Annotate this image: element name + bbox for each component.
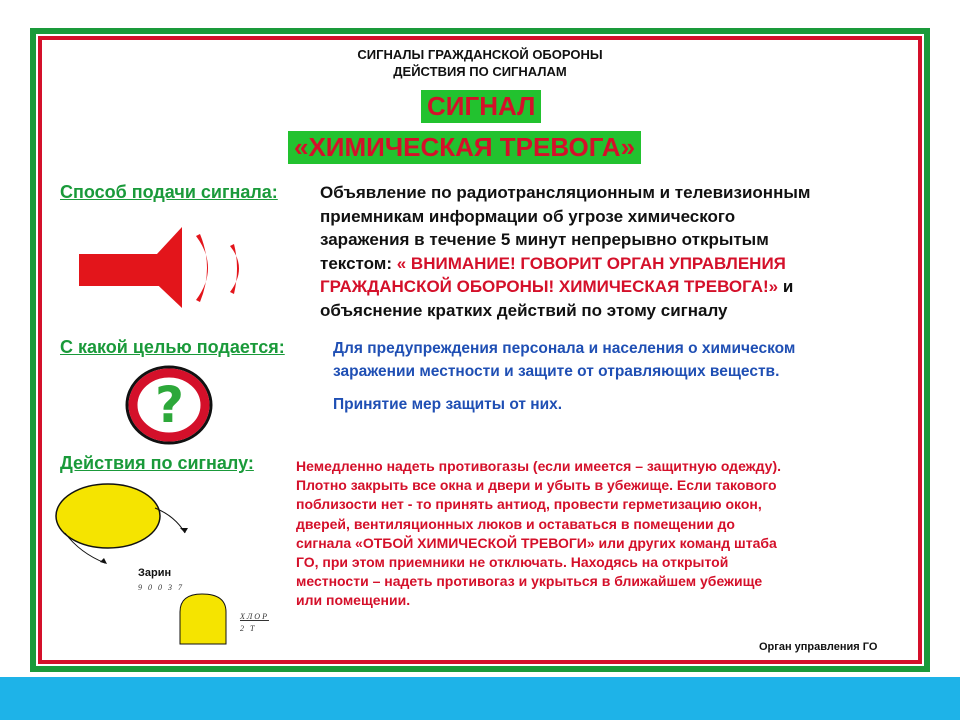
signal-word: СИГНАЛ (421, 90, 541, 123)
bottom-accent-bar (0, 677, 960, 720)
actions-line: Плотно закрыть все окна и двери и убыть в убежище. Если такового (296, 477, 777, 494)
loudspeaker-icon (74, 222, 254, 312)
method-line: приемникам информации об угрозе химического (320, 206, 736, 226)
chlorine-cloud-icon (178, 592, 230, 646)
alert-message: « ВНИМАНИЕ! ГОВОРИТ ОРГАН УПРАВЛЕНИЯ (396, 253, 786, 273)
footer-signature: Орган управления ГО (759, 641, 878, 653)
sarin-label: Зарин (138, 567, 172, 579)
chlorine-label: ХЛОР (240, 612, 269, 621)
actions-line: сигнала «ОТБОЙ ХИМИЧЕСКОЙ ТРЕВОГИ» или других команд штаба (296, 534, 777, 551)
actions-line: местности – надеть противогаз и укрыться в ближайшем убежище (296, 573, 763, 590)
signal-name: «ХИМИЧЕСКАЯ ТРЕВОГА» (288, 131, 641, 164)
method-line: Объявление по радиотрансляционным и телевизионным (320, 183, 811, 202)
purpose-label: С какой целью подается: (60, 337, 285, 357)
purpose-line: Принятие мер защиты от них. (333, 396, 563, 413)
actions-line: поблизости нет - то принять антиод, провести герметизацию окон, (296, 496, 762, 513)
question-icon (122, 363, 217, 448)
method-text (320, 181, 920, 322)
question-mark-glyph: ? (154, 376, 184, 434)
actions-text (296, 457, 916, 611)
method-label: Способ подачи сигнала: (60, 182, 278, 202)
actions-line: ГО, при этом приемники не отключать. Находясь на открытой (296, 554, 729, 571)
actions-line: Немедленно надеть противогазы (если имеется – защитную одежду). (296, 458, 781, 474)
actions-label: Действия по сигналу: (60, 453, 254, 473)
purpose-text (333, 337, 923, 383)
chlorine-code: 2 Т (240, 624, 257, 633)
header-subtitle: ДЕЙСТВИЯ ПО СИГНАЛАМ (393, 64, 567, 79)
purpose-line: Для предупреждения персонала и населения о химическом (333, 340, 796, 357)
actions-line: или помещении. (296, 592, 411, 609)
header-title: СИГНАЛЫ ГРАЖДАНСКОЙ ОБОРОНЫ (357, 47, 603, 62)
method-line: текстом: « ВНИМАНИЕ! ГОВОРИТ ОРГАН УПРАВЛЕНИЯ (320, 253, 786, 273)
alert-message: ГРАЖДАНСКОЙ ОБОРОНЫ! ХИМИЧЕСКАЯ ТРЕВОГА!» (320, 277, 779, 296)
method-line: заражения в течение 5 минут непрерывно открытым (320, 230, 769, 249)
purpose-line: заражении местности и защите от отравляющих веществ. (333, 363, 780, 380)
actions-line: дверей, вентиляционных люков и оставаться в помещении до (296, 515, 735, 532)
method-line: объяснение кратких действий по этому сигналу (320, 300, 728, 320)
method-line: ГРАЖДАНСКОЙ ОБОРОНЫ! ХИМИЧЕСКАЯ ТРЕВОГА!» и (320, 277, 794, 296)
sarin-code: 9 0 0 3 7 (138, 583, 184, 592)
